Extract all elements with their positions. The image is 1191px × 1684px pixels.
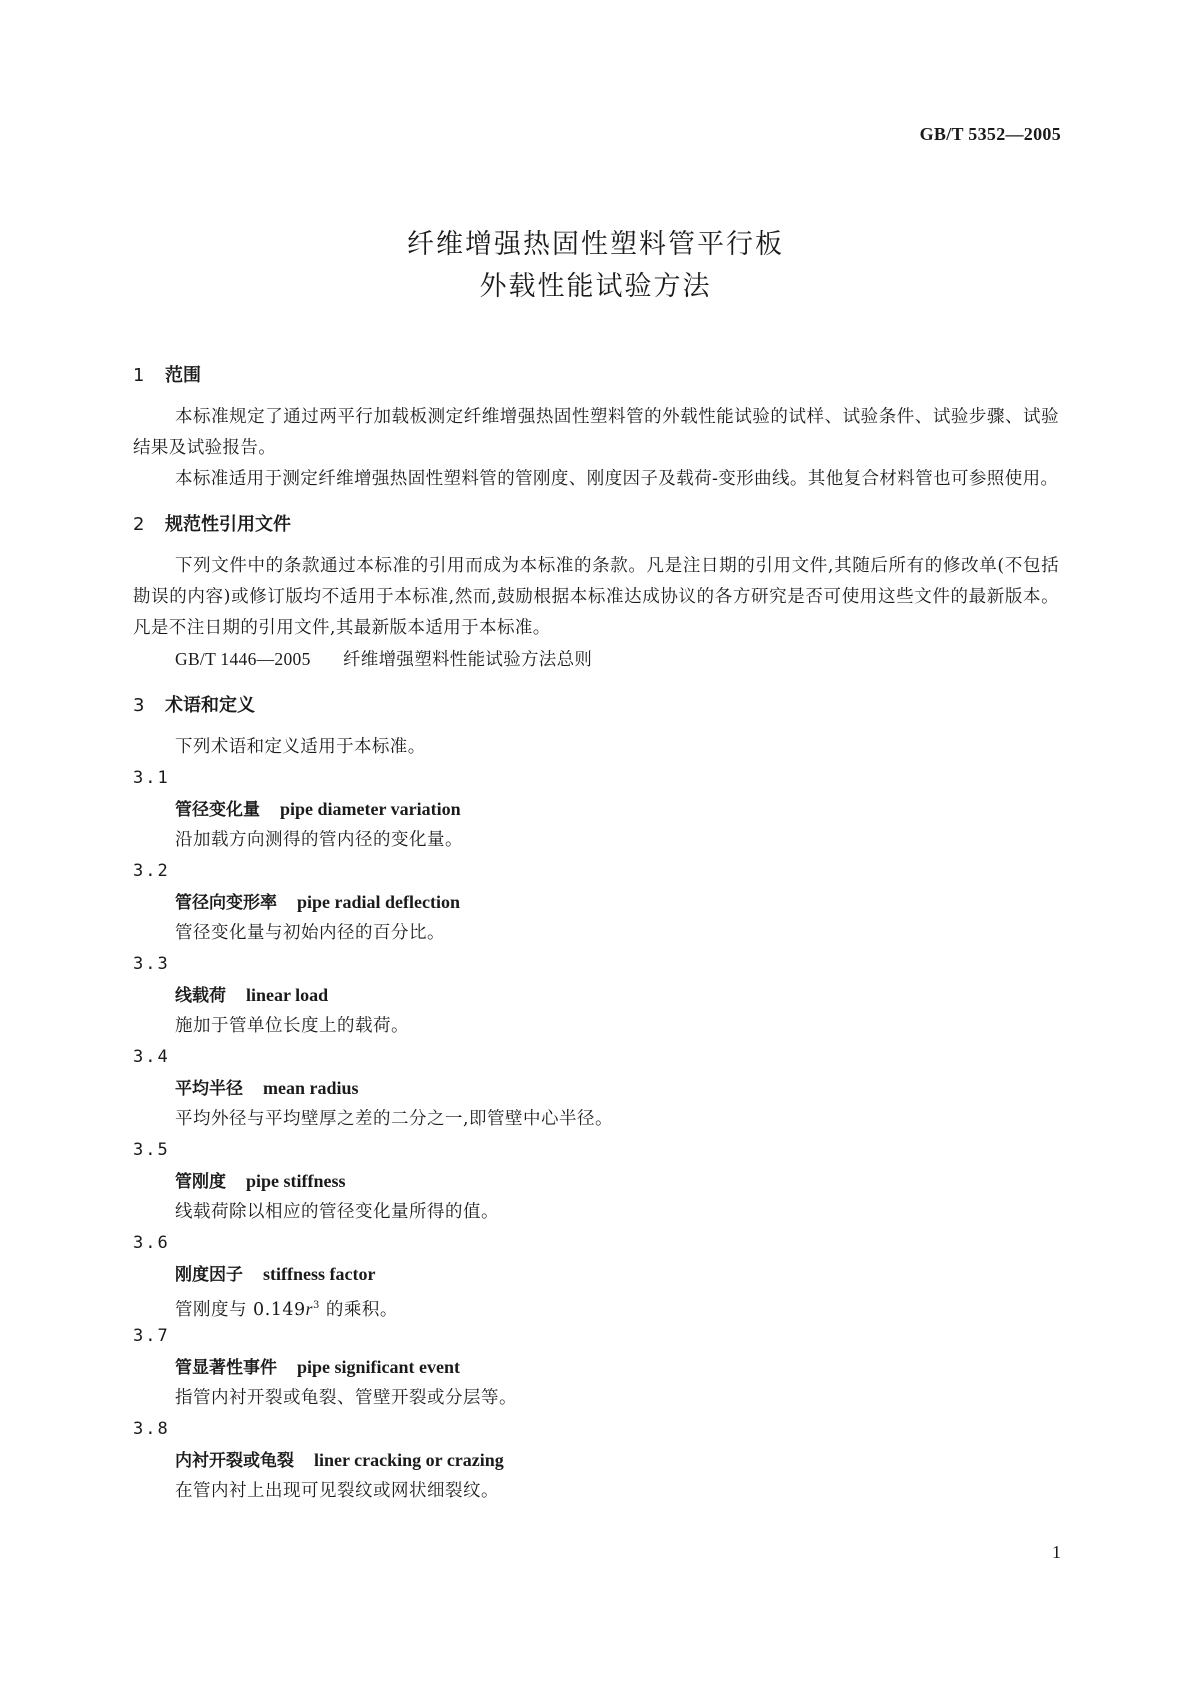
term-entry <box>133 1042 1059 1135</box>
term-entry <box>133 763 1059 856</box>
term-definition: 线载荷除以相应的管径变化量所得的值。 <box>175 1202 499 1222</box>
term-chinese: 内衬开裂或龟裂 <box>175 1451 294 1471</box>
term-number: 3.2 <box>133 861 170 881</box>
term-english: pipe radial deflection <box>297 892 460 912</box>
section-number: 1 <box>133 365 145 386</box>
term-english: mean radius <box>263 1078 359 1098</box>
term-chinese: 管刚度 <box>175 1172 226 1192</box>
section-number: 2 <box>133 514 145 535</box>
definition-text: 管刚度与 0.149 <box>175 1299 306 1320</box>
term-number: 3.8 <box>133 1419 170 1439</box>
term-definition: 管径变化量与初始内径的百分比。 <box>175 923 445 943</box>
paragraph: 本标准规定了通过两平行加载板测定纤维增强热固性塑料管的外载性能试验的试样、试验条件、试验步骤、试验结果及试验报告。 <box>133 407 1059 458</box>
term-definition: 施加于管单位长度上的载荷。 <box>175 1016 409 1036</box>
section-title: 术语和定义 <box>165 695 255 716</box>
term-number: 3.3 <box>133 954 170 974</box>
term-chinese: 管径向变形率 <box>175 893 277 913</box>
standard-number: GB/T 5352—2005 <box>919 124 1061 144</box>
term-entry <box>133 949 1059 1042</box>
term-english: liner cracking or crazing <box>314 1450 504 1470</box>
reference-code: GB/T 1446—2005 <box>175 649 311 669</box>
section-number: 3 <box>133 695 145 716</box>
term-number: 3.4 <box>133 1047 170 1067</box>
term-chinese: 线载荷 <box>175 986 226 1006</box>
term-english: linear load <box>246 985 329 1005</box>
term-definition: 指管内衬开裂或龟裂、管壁开裂或分层等。 <box>175 1388 517 1408</box>
term-english: pipe diameter variation <box>280 799 461 819</box>
term-number: 3.1 <box>133 768 170 788</box>
term-entry <box>133 1321 1059 1414</box>
term-definition: 沿加载方向测得的管内径的变化量。 <box>175 830 463 850</box>
term-number: 3.5 <box>133 1140 170 1160</box>
section-1-heading <box>133 364 1059 388</box>
definition-text: 的乘积。 <box>319 1299 398 1320</box>
section-3-heading <box>133 694 1059 718</box>
paragraph: 本标准适用于测定纤维增强热固性塑料管的管刚度、刚度因子及载荷-变形曲线。其他复合材料管也可参照使用。 <box>175 469 1059 489</box>
term-number: 3.6 <box>133 1233 170 1253</box>
paragraph: 下列术语和定义适用于本标准。 <box>175 737 426 757</box>
reference-title: 纤维增强塑料性能试验方法总则 <box>343 650 593 670</box>
variable-r: r <box>305 1298 313 1319</box>
paragraph: 下列文件中的条款通过本标准的引用而成为本标准的条款。凡是注日期的引用文件,其随后所有的修改单(不包括勘误的内容)或修订版均不适用于本标准,然而,鼓励根据本标准达成协议的各方研究是否可使用这些文件的最新版本。凡是不注日期的引用文件,其最新版本适用于本标准。 <box>133 556 1059 638</box>
term-definition: 在管内衬上出现可见裂纹或网状细裂纹。 <box>175 1481 499 1501</box>
term-english: stiffness factor <box>263 1264 376 1284</box>
section-title: 范围 <box>165 365 201 386</box>
term-chinese: 管显著性事件 <box>175 1358 277 1378</box>
title-line-1: 纤维增强热固性塑料管平行板 <box>407 229 784 260</box>
section-title: 规范性引用文件 <box>165 514 291 535</box>
document-title <box>0 224 1191 308</box>
term-english: pipe stiffness <box>246 1171 346 1191</box>
normative-reference <box>133 644 1059 676</box>
term-chinese: 平均半径 <box>175 1079 243 1099</box>
term-number: 3.7 <box>133 1326 170 1346</box>
page-number: 1 <box>1052 1542 1061 1562</box>
section-2-heading <box>133 513 1059 537</box>
term-entry <box>133 1414 1059 1507</box>
document-body <box>133 364 1059 1507</box>
term-entry <box>133 1228 1059 1321</box>
term-definition <box>133 1290 1059 1321</box>
term-chinese: 管径变化量 <box>175 800 260 820</box>
title-line-2: 外载性能试验方法 <box>479 271 712 302</box>
term-chinese: 刚度因子 <box>175 1265 243 1285</box>
term-definition: 平均外径与平均壁厚之差的二分之一,即管壁中心半径。 <box>175 1109 614 1129</box>
term-entry <box>133 856 1059 949</box>
term-english: pipe significant event <box>297 1357 461 1377</box>
term-entry <box>133 1135 1059 1228</box>
exponent: 3 <box>312 1300 320 1311</box>
